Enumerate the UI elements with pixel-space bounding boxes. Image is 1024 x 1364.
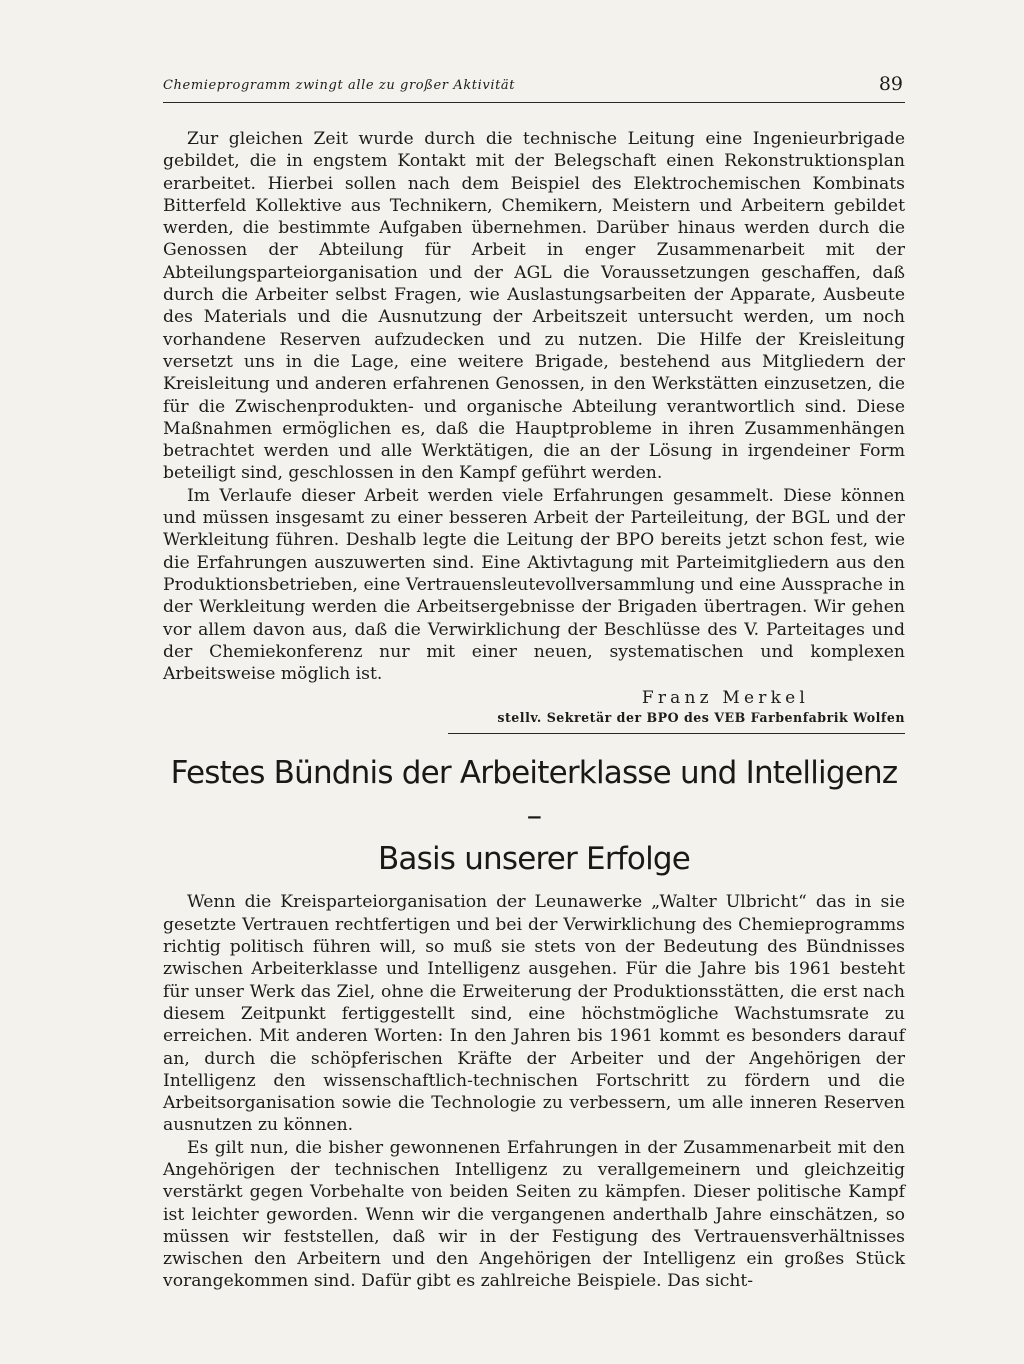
paragraph: Es gilt nun, die bisher gewonnenen Erfahrungen in der Zusammenarbeit mit den Angehörigen der technischen Intelligenz zu verallgemeinern und gleichzeitig verstärkt gegen Vorbehalte von beiden Seiten zu kämpfen. Dieser politische Kampf ist leichter geworden. Wenn wir die vergangenen anderthalb Jahre einschätzen, so müssen wir feststellen, daß wir in der Festigung des Vertrauensverhältnisses zwischen den Arbeitern und den Angehörigen der Intelligenz ein großes Stück vorangekommen sind. Dafür gibt es zahlreiche Beispiele. Das sicht-	[163, 1137, 905, 1292]
article-title-line-1: Festes Bündnis der Arbeiterklasse und Intelligenz –	[170, 755, 898, 835]
author-role: stellv. Sekretär der BPO des VEB Farbenfabrik Wolfen	[497, 710, 905, 726]
section-article-body	[163, 891, 905, 1292]
section-previous-article	[163, 128, 905, 685]
running-head	[163, 72, 905, 103]
author-signature	[163, 687, 905, 727]
running-title: Chemieprogramm zwingt alle zu großer Aktivität	[163, 78, 516, 93]
page-number: 89	[878, 73, 903, 95]
article-title-line-2: Basis unserer Erfolge	[377, 841, 691, 878]
paragraph: Im Verlaufe dieser Arbeit werden viele Erfahrungen gesammelt. Diese können und müssen insgesamt zu einer besseren Arbeit der Parteileitung, der BGL und der Werkleitung führen. Deshalb legte die Leitung der BPO bereits jetzt schon fest, wie die Erfahrungen auszuwerten sind. Eine Aktivtagung mit Parteimitgliedern aus den Produktionsbetrieben, eine Vertrauensleutevollversammlung und eine Aussprache in der Werkleitung werden die Arbeitsergebnisse der Brigaden übertragen. Wir gehen vor allem davon aus, daß die Verwirklichung der Beschlüsse des V. Parteitages und der Chemiekonferenz nur mit einer neuen, systematischen und komplexen Arbeitsweise möglich ist.	[163, 485, 905, 685]
article-title	[163, 752, 905, 881]
paragraph: Wenn die Kreisparteiorganisation der Leunawerke „Walter Ulbricht“ das in sie gesetzte Vertrauen rechtfertigen und bei der Verwirklichung des Chemieprogramms richtig politisch führen will, so muß sie stets von der Bedeutung des Bündnisses zwischen Arbeiterklasse und Intelligenz ausgehen. Für die Jahre bis 1961 besteht für unser Werk das Ziel, ohne die Erweiterung der Produktionsstätten, die erst nach diesem Zeitpunkt fertiggestellt sind, eine höchstmögliche Wachstumsrate zu erreichen. Mit anderen Worten: In den Jahren bis 1961 kommt es besonders darauf an, durch die schöpferischen Kräfte der Arbeiter und der Angehörigen der Intelligenz den wissenschaftlich-technischen Fortschritt zu fördern und die Arbeitsorganisation sowie die Technologie zu verbessern, um alle inneren Reserven ausnutzen zu können.	[163, 892, 905, 1136]
section-divider	[448, 733, 905, 734]
author-name: Franz Merkel	[641, 688, 809, 709]
paragraph: Zur gleichen Zeit wurde durch die technische Leitung eine Ingenieurbrigade gebildet, die in engstem Kontakt mit der Belegschaft einen Rekonstruktionsplan erarbeitet. Hierbei sollen nach dem Beispiel des Elektrochemischen Kombinats Bitterfeld Kollektive aus Technikern, Chemikern, Meistern und Arbeitern gebildet werden, die bestimmte Aufgaben übernehmen. Darüber hinaus werden durch die Genossen der Abteilung für Arbeit in enger Zusammenarbeit mit der Abteilungsparteiorganisation und der AGL die Voraussetzungen geschaffen, daß durch die Arbeiter selbst Fragen, wie Auslastungsarbeiten der Apparate, Ausbeute des Materials und die Ausnutzung der Arbeitszeit untersucht werden, um noch vorhandene Reserven aufzudecken und zu nutzen. Die Hilfe der Kreisleitung versetzt uns in die Lage, eine weitere Brigade, bestehend aus Mitgliedern der Kreisleitung und anderen erfahrenen Genossen, in den Werkstätten einzusetzen, die für die Zwischenprodukten- und organische Abteilung verantwortlich sind. Diese Maßnahmen ermöglichen es, daß die Hauptprobleme in ihren Zusammenhängen betrachtet werden und alle Werktätigen, die an der Lösung in irgendeiner Form beteiligt sind, geschlossen in den Kampf geführt werden.	[163, 129, 905, 484]
book-page	[163, 72, 905, 1312]
